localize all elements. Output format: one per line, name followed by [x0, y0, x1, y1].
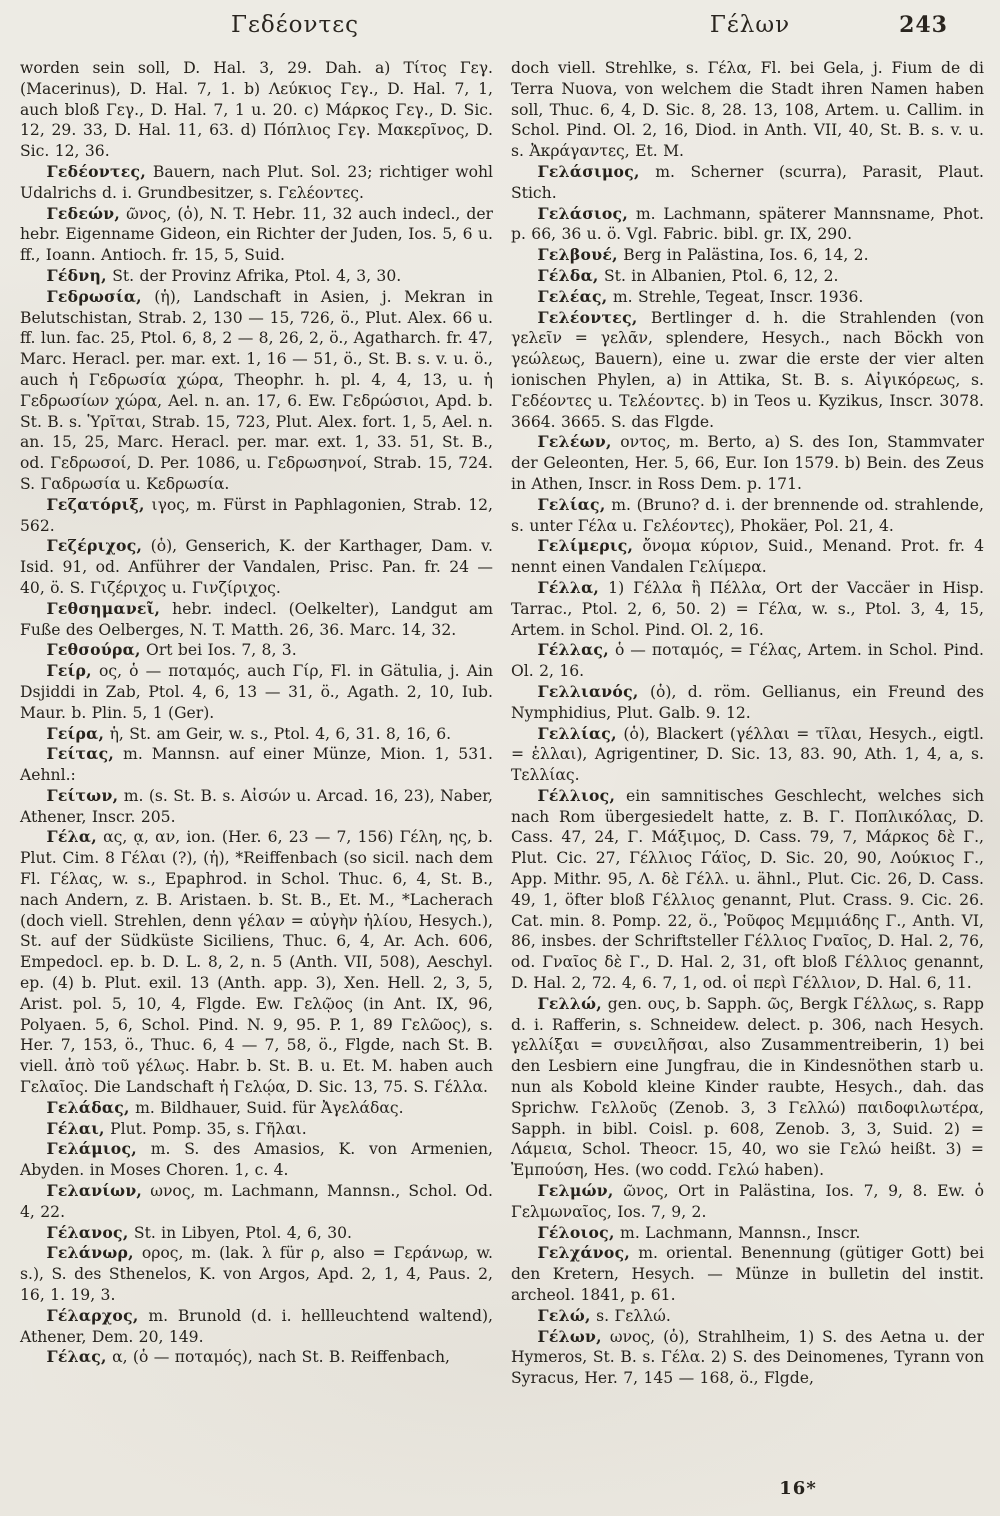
entry-paragraph: Γεθσημανεῖ, hebr. indecl. (Oelkelter), Landgut am Fuße des Oelberges, N. T. Matth. 26, 36. Marc. 14, 32.: [20, 598, 493, 639]
entry-headword: Γέλανος,: [46, 1222, 129, 1242]
entry-headword: Γελίμερις,: [537, 536, 634, 556]
text-columns: [20, 58, 984, 1389]
entry-headword: Γέλδα,: [537, 265, 599, 285]
entry-paragraph: Γεδρωσία, (ἡ), Landschaft in Asien, j. Mekran in Belutschistan, Strab. 2, 130 — 15, 726, ö., Plut. Alex. 66 u. ff. lun. fac. 25, Ptol. 6, 8, 2 — 8, 26, 2, ö., Agatharch. fr. 47, Marc. Heracl. per. mar. ext. 1, 16 — 51, ö., St. B. s. v. u. ö., auch ἡ Γεδρωσία χώρα, Theophr. h. pl. 4, 4, 13, u. ἡ Γεδρωσίων χώρα, Ael. n. an. 17, 6. Ew. Γεδρώσιοι, Apd. b. St. B. s. Ὑρῖται, Strab. 15, 723, Plut. Alex. fort. 1, 5, Ael. n. an. 15, 25, Marc. Heracl. per. mar. ext. 1, 33. 51, St. B., od. Γεδρωσοί, D. Per. 1086, u. Γεδρωσηνοί, Strab. 15, 724. S. Γαδρωσία u. Κεδρωσία.: [20, 286, 493, 493]
entry-paragraph: Γέλοιος, m. Lachmann, Mannsn., Inscr.: [537, 1222, 861, 1242]
entry-paragraph: Γέλλας, ὁ — ποταμός, = Γέλας, Artem. in Schol. Pind. Ol. 2, 16.: [511, 640, 984, 681]
entry-headword: Γέλαι,: [46, 1118, 105, 1138]
entry-headword: Γέλλα,: [537, 577, 600, 597]
entry-paragraph: Γέλα, ας, ᾳ, αν, ion. (Her. 6, 23 — 7, 156) Γέλη, ης, b. Plut. Cim. 8 Γέλαι (?), (ἡ), *Reiffenbach (so sicil. nach dem Fl. Γέλας, w. s., Epaphrod. in Schol. Thuc. 6, 4, St. B., nach Andern, z. B. Aristaen. b. St. B., Et. M., *Lacherach (doch viell. Strehlen, denn γέλαν = αὐγὴν ἡλίου, Hesych.), St. auf der Südküste Siciliens, Thuc. 6, 4, Ar. Ach. 606, Empedocl. ep. b. D. L. 8, 2, n. 5 (Anth. VII, 508), Aeschyl. ep. (4) b. Plut. exil. 13 (Anth. app. 3), Xen. Hell. 2, 3, 5, Arist. pol. 5, 10, 4, Flgde. Ew. Γελῷος (in Ant. IX, 96, Polyaen. 5, 6, Schol. Pind. N. 9, 95. P. 1, 89 Γελῶος), s. Her. 7, 153, ö., Thuc. 6, 4 — 7, 58, ö., Flgde, nach St. B. viell. ἀπὸ τοῦ γέλως. Habr. b. St. B. u. Et. M. haben auch Γελαῖος. Die Landschaft ἡ Γελῴα, D. Sic. 13, 75. S. Γέλλα.: [20, 827, 493, 1097]
entry-paragraph: Γελλιανός, (ὁ), d. röm. Gellianus, ein Freund des Nymphidius, Plut. Galb. 9. 12.: [511, 681, 984, 722]
entry-paragraph: Γελμών, ῶνος, Ort in Palästina, Ios. 7, 9, 8. Ew. ὁ Γελμωναῖος, Ios. 7, 9, 2.: [511, 1181, 984, 1221]
entry-paragraph: Γελάνωρ, ορος, m. (lak. λ für ρ, also = Γεράνωρ, w. s.), S. des Sthenelos, K. von Argos, Apd. 2, 1, 4, Paus. 2, 16, 1. 19, 3.: [20, 1243, 493, 1305]
entry-paragraph: Γέλαρχος, m. Brunold (d. i. hellleuchtend waltend), Athener, Dem. 20, 149.: [20, 1305, 493, 1346]
entry-paragraph: Γεθσούρα, Ort bei Ios. 7, 8, 3.: [46, 640, 297, 660]
entry-paragraph: Γελανίων, ωνος, m. Lachmann, Mannsn., Schol. Od. 4, 22.: [20, 1181, 493, 1221]
entry-headword: Γελέας,: [537, 286, 608, 306]
entry-headword: Γέλλας,: [537, 640, 609, 660]
entry-paragraph: Γελέας, m. Strehle, Tegeat, Inscr. 1936.: [537, 286, 864, 306]
entry-paragraph: Γέλων, ωνος, (ὁ), Strahlheim, 1) S. des Aetna u. der Hymeros, St. B. s. Γέλα. 2) S. des Deinomenes, Tyrann von Syracus, Her. 7, 145 — 168, ö., Flgde,: [511, 1326, 984, 1388]
entry-headword: Γείρ,: [46, 661, 92, 681]
entry-headword: Γελλιανός,: [537, 681, 639, 701]
entry-paragraph: Γελέοντες, Bertlinger d. h. die Strahlenden (von γελεῖν = γελᾶν, splendere, Hesych., nach Böckh von γεώλεως, Bauern), eine u. zwar die erste der vier alten ionischen Phylen, a) in Attika, St. B. s. Αἰγικόρεως, s. Γεδέοντες u. Τελέοντες. b) in Teos u. Kyzikus, Inscr. 3078. 3664. 3665. S. das Flgde.: [511, 307, 984, 431]
entry-paragraph: Γελβουέ, Berg in Palästina, Ios. 6, 14, 2.: [537, 245, 869, 265]
entry-paragraph: Γέδνη, St. der Provinz Afrika, Ptol. 4, 3, 30.: [46, 265, 402, 285]
entry-headword: Γείτας,: [46, 744, 115, 764]
entry-headword: Γεζατόριξ,: [46, 494, 145, 514]
entry-paragraph: Γεδεών, ῶνος, (ὁ), N. T. Hebr. 11, 32 auch indecl., der hebr. Eigenname Gideon, ein Richter der Juden, Ios. 5, 6 u. ff., Ioann. Antioch. fr. 15, 5, Suid.: [20, 203, 493, 265]
entry-headword: Γέλων,: [537, 1326, 602, 1346]
entry-headword: Γείρα,: [46, 723, 105, 743]
entry-paragraph: Γελάσιμος, m. Scherner (scurra), Parasit, Plaut. Stich.: [511, 161, 984, 202]
entry-paragraph: Γελλίας, (ὁ), Blackert (γέλλαι = τῖλαι, Hesych., eigtl. = ἑλλαι), Agrigentiner, D. Sic. 13, 83. 90, Ath. 1, 4, a, s. Τελλίας.: [511, 723, 984, 785]
entry-paragraph: Γελλώ, gen. ους, b. Sapph. ῶς, Bergk Γέλλως, s. Rapp d. i. Rafferin, s. Schneidew. delect. p. 306, nach Hesych. γελλίξαι = συνειλῆσαι, also Zusammentreiberin, 1) bei den Lesbiern eine Jungfrau, die in Kindesnöthen starb u. nun als Kobold kleine Kinder raubte, Hesych., dah. das Sprichw. Γελλοῦς (Zenob. 3, 3 Γελλώ) παιδοφιλωτέρα, Sapph. in bibl. Coisl. p. 608, Zenob. 3, 3, Suid. 2) = Λάμεια, Schol. Theocr. 15, 40, wo sie Γελώ heißt. 3) = Ἐμπούση, Hes. (wo codd. Γελώ haben).: [511, 993, 984, 1180]
entry-paragraph: Γείρ, ος, ὁ — ποταμός, auch Γίρ, Fl. in Gätulia, j. Ain Dsjiddi in Zab, Ptol. 4, 6, 13 — 31, ö., Agath. 2, 10, Iub. Maur. b. Plin. 5, 1 (Ger).: [20, 661, 493, 722]
entry-headword: Γέλοιος,: [537, 1222, 615, 1242]
entry-paragraph: Γείτων, m. (s. St. B. s. Αἰσών u. Arcad. 16, 23), Naber, Athener, Inscr. 205.: [20, 785, 493, 826]
entry-paragraph: Γείτας, m. Mannsn. auf einer Münze, Mion. 1, 531. Aehnl.:: [20, 744, 493, 785]
footer-signature: 16*: [779, 1478, 817, 1499]
entry-headword: Γελλώ,: [537, 993, 603, 1013]
column-left: [20, 58, 493, 1389]
entry-headword: Γεζέριχος,: [46, 536, 143, 556]
entry-headword: Γέλαρχος,: [46, 1305, 139, 1325]
entry-headword: Γελάσιος,: [537, 203, 629, 223]
entry-paragraph: Γελίας, m. (Bruno? d. i. der brennende od. strahlende, s. unter Γέλα u. Γελέοντες), Phokäer, Pol. 21, 4.: [511, 494, 984, 535]
entry-headword: Γελάδας,: [46, 1097, 130, 1117]
entry-headword: Γελώ,: [537, 1305, 591, 1325]
entry-headword: Γείτων,: [46, 785, 119, 805]
entry-paragraph: Γέλαι, Plut. Pomp. 35, s. Γῆλαι.: [46, 1118, 307, 1138]
entry-paragraph: Γέλδα, St. in Albanien, Ptol. 6, 12, 2.: [537, 265, 839, 285]
column-right: [511, 58, 984, 1389]
page-number: 243: [899, 12, 948, 38]
entry-headword: Γελέων,: [537, 432, 612, 452]
entry-headword: Γεδέοντες,: [46, 161, 147, 181]
entry-headword: Γελίας,: [537, 494, 606, 514]
entry-paragraph: Γείρα, ἡ, St. am Geir, w. s., Ptol. 4, 6, 31. 8, 16, 6.: [46, 723, 452, 743]
entry-headword: Γεθσημανεῖ,: [46, 598, 161, 618]
entry-paragraph: Γελάδας, m. Bildhauer, Suid. für Ἀγελάδας.: [46, 1097, 404, 1117]
entry-paragraph: Γελάμιος, m. S. des Amasios, K. von Armenien, Abyden. in Moses Choren. 1, c. 4.: [20, 1139, 493, 1180]
entry-headword: Γελάμιος,: [46, 1139, 137, 1159]
entry-headword: Γέλλιος,: [537, 785, 616, 805]
entry-paragraph: Γέλλα, 1) Γέλλα ἢ Πέλλα, Ort der Vaccäer in Hisp. Tarrac., Ptol. 2, 6, 50. 2) = Γέλα, w. s., Ptol. 3, 4, 15, Artem. in Schol. Pind. Ol. 2, 16.: [511, 577, 984, 639]
entry-paragraph: Γεζέριχος, (ὁ), Genserich, K. der Karthager, Dam. v. Isid. 91, od. Anführer der Vandalen, Prisc. Pan. fr. 24 — 40, ö. S. Γιζέριχος u. Γινζίριχος.: [20, 536, 493, 597]
running-head-right: Γέλων: [709, 12, 791, 38]
running-header: [0, 12, 1000, 46]
entry-headword: Γεθσούρα,: [46, 640, 141, 660]
entry-paragraph: Γεδέοντες, Bauern, nach Plut. Sol. 23; richtiger wohl Udalrichs d. i. Grundbesitzer, s. Γελέοντες.: [20, 161, 493, 202]
running-head-left: Γεδέοντες: [231, 12, 359, 38]
entry-headword: Γέλας,: [46, 1347, 107, 1367]
entry-headword: Γελμών,: [537, 1181, 614, 1201]
entry-paragraph: Γελίμερις, ὄνομα κύριον, Suid., Menand. Prot. fr. 4 nennt einen Vandalen Γελίμερα.: [511, 536, 984, 577]
entry-paragraph: Γελέων, οντος, m. Berto, a) S. des Ion, Stammvater der Geleonten, Her. 5, 66, Eur. Ion 1579. b) Bein. des Zeus in Athen, Inscr. in Ross Dem. p. 171.: [511, 432, 984, 493]
entry-headword: Γεδεών,: [46, 203, 121, 223]
entry-headword: Γελανίων,: [46, 1181, 143, 1201]
entry-headword: Γέδνη,: [46, 265, 107, 285]
entry-paragraph: Γελχάνος, m. oriental. Benennung (gütiger Gott) bei den Kretern, Hesych. — Münze in bulletin del instit. archeol. 1841, p. 61.: [511, 1243, 984, 1305]
entry-continuation: doch viell. Strehlke, s. Γέλα, Fl. bei Gela, j. Fium de di Terra Nuova, von welchem die Stadt ihren Namen haben soll, Thuc. 6, 4, D. Sic. 8, 28. 13, 108, Artem. u. Callim. in Schol. Pind. Ol. 2, 16, Diod. in Anth. VII, 40, St. B. s. v. u. s. Ἀκράγαντες, Et. M.: [511, 59, 984, 161]
entry-headword: Γελλίας,: [537, 723, 617, 743]
entry-continuation: worden sein soll, D. Hal. 3, 29. Dah. a) Τίτος Γεγ. (Macerinus), D. Hal. 7, 1. b) Λεύκιος Γεγ., D. Hal. 7, 1, auch bloß Γεγ., D. Hal. 7, 1 u. 20. c) Μάρκος Γεγ., D. Sic. 12, 29. 33, D. Hal. 11, 63. d) Πόπλιος Γεγ. Μακερῖνος, D. Sic. 12, 36.: [20, 59, 493, 161]
entry-paragraph: Γέλας, α, (ὁ — ποταμός), nach St. B. Reiffenbach,: [46, 1347, 450, 1367]
entry-paragraph: Γελάσιος, m. Lachmann, späterer Mannsname, Phot. p. 66, 36 u. ö. Vgl. Fabric. bibl. gr. IX, 290.: [511, 203, 984, 244]
entry-headword: Γελάνωρ,: [46, 1243, 134, 1263]
entry-headword: Γελάσιμος,: [537, 161, 640, 181]
entry-paragraph: Γεζατόριξ, ιγος, m. Fürst in Paphlagonien, Strab. 12, 562.: [20, 494, 493, 535]
entry-headword: Γελέοντες,: [537, 307, 638, 327]
entry-headword: Γέλα,: [46, 827, 97, 847]
entry-headword: Γελχάνος,: [537, 1243, 631, 1263]
entry-headword: Γεδρωσία,: [46, 286, 142, 306]
entry-paragraph: Γέλλιος, ein samnitisches Geschlecht, welches sich nach Rom übergesiedelt hatte, z. B. Γ. Ποπλικόλας, D. Cass. 47, 24, Γ. Μάξιμος, D. Cass. 79, 7, Μάρκος δὲ Γ., Plut. Cic. 27, Γέλλιος Γάϊος, D. Sic. 20, 90, Λούκιος Γ., App. Mithr. 95, Λ. δὲ Γέλλ. u. ähnl., Plut. Cic. 26, D. Cass. 49, 1, öfter bloß Γέλλιος genannt, Plut. Crass. 9. Cic. 26. Cat. min. 8. Pomp. 22, ö., Ῥοῦφος Μεμμιάδης Γ., Anth. VI, 86, insbes. der Schriftsteller Γέλλιος Γναῖος, D. Hal. 2, 76, od. Γναῖος δὲ Γ., D. Hal. 2, 31, oft bloß Γέλλιος genannt, D. Hal. 2, 72. 4, 6. 7, 1, od. οἱ περὶ Γέλλιον, D. Hal. 6, 11.: [511, 785, 984, 993]
entry-paragraph: Γελώ, s. Γελλώ.: [537, 1305, 671, 1325]
entry-paragraph: Γέλανος, St. in Libyen, Ptol. 4, 6, 30.: [46, 1222, 352, 1242]
entry-headword: Γελβουέ,: [537, 245, 618, 265]
